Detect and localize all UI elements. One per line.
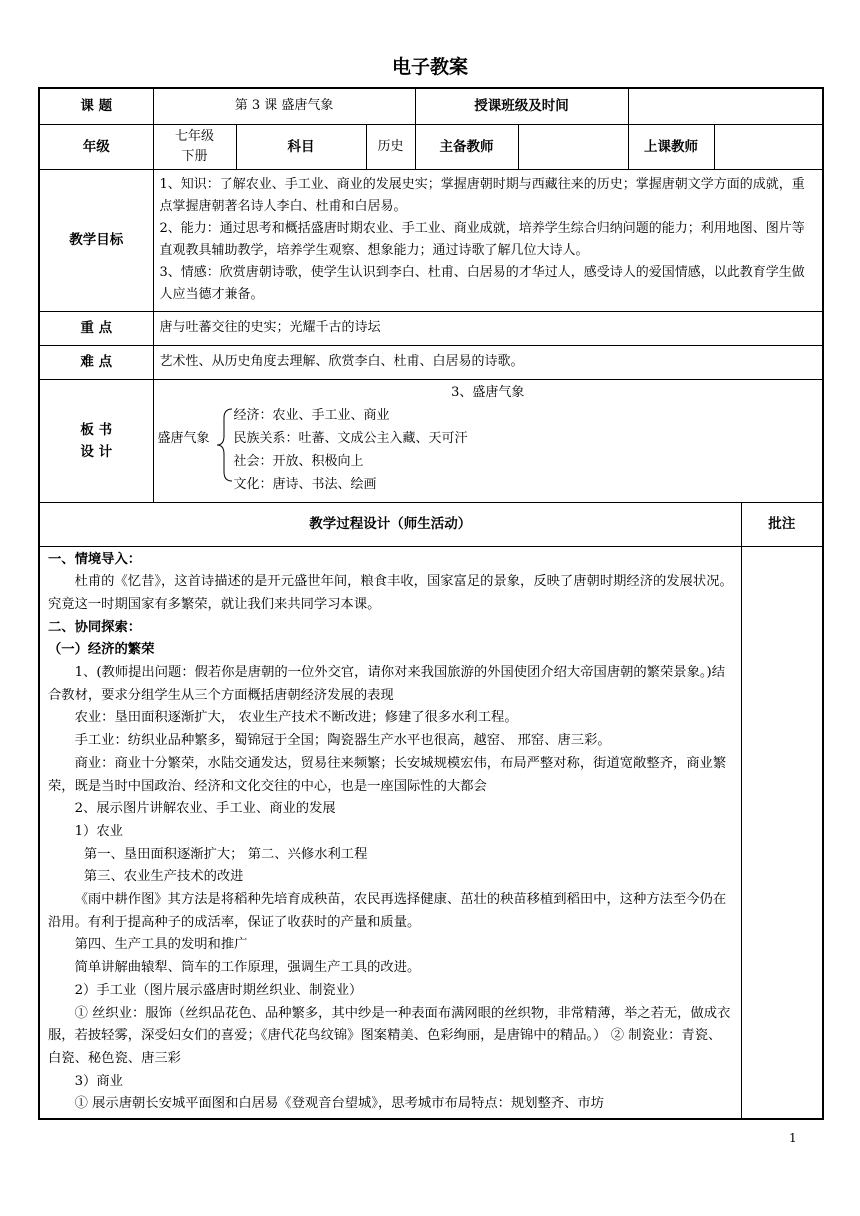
board-root: 盛唐气象 bbox=[157, 430, 210, 446]
process-header: 教学过程设计（师生活动） bbox=[39, 502, 741, 546]
board-items bbox=[234, 404, 468, 496]
paragraph: 《雨中耕作图》其方法是将稻种先培育成秧苗，农民再选择健康、茁壮的秧苗移植到稻田中，这种方法至今仍在沿用。有利于提高种子的成活率，保证了收获时的产量和质量。 bbox=[48, 892, 727, 930]
difficulties-value: 艺术性、从历史角度去理解、欣赏李白、杜甫、白居易的诗歌。 bbox=[153, 345, 823, 379]
paragraph: 1、(教师提出问题：假若你是唐朝的一位外交官，请你对来我国旅游的外国使团介绍大帝国唐朝的繁荣景象。)结合教材，要求分组学生从三个方面概括唐朝经济发展的表现 bbox=[48, 665, 726, 703]
objective-ability: 2、能力：通过思考和概括盛唐时期农业、手工业、商业成就，培养学生综合归纳问题的能力；利用地图、图片等直观教具辅助教学，培养学生观察、想象能力；通过诗歌了解几位大诗人。 bbox=[159, 221, 805, 258]
paragraph: ① 丝织业：服饰（丝织品花色、品种繁多，其中纱是一种表面布满网眼的丝织物，非常精薄，举之若无，做成衣服，若披轻雾，深受妇女们的喜爱；《唐代花鸟纹锦》图案精美、色彩绚丽，是唐锦中的精品。） ② 制瓷业：青瓷、白瓷、秘色瓷、唐三彩 bbox=[48, 1005, 731, 1066]
class-teacher-label: 上课教师 bbox=[628, 124, 714, 169]
document-title: 电子教案 bbox=[391, 56, 468, 78]
lesson-plan-table bbox=[38, 87, 824, 1120]
notes-column bbox=[741, 546, 823, 1119]
difficulties-label: 难 点 bbox=[39, 345, 153, 379]
key-points-value: 唐与吐蕃交往的史实；光耀千古的诗坛 bbox=[153, 311, 823, 345]
section-explore-heading: 二、协同探索： bbox=[48, 619, 142, 635]
class-teacher-value bbox=[714, 124, 823, 169]
paragraph: ① 展示唐朝长安城平面图和白居易《登观音台望城》，思考城市布局特点：规划整齐、市坊 bbox=[74, 1096, 605, 1112]
paragraph: 2）手工业（图片展示盛唐时期丝织业、制瓷业） bbox=[74, 982, 363, 998]
class-time-value bbox=[628, 88, 823, 124]
topic-value: 第 3 课 盛唐气象 bbox=[153, 88, 415, 124]
curly-brace-icon bbox=[216, 408, 234, 482]
lead-teacher-value bbox=[518, 124, 628, 169]
paragraph: 3）商业 bbox=[74, 1073, 123, 1089]
board-item-society: 社会：开放、积极向上 bbox=[233, 453, 364, 469]
board-item-culture: 文化：唐诗、书法、绘画 bbox=[233, 476, 377, 492]
subject-value: 历史 bbox=[366, 124, 415, 169]
paragraph: 第四、生产工具的发明和推广 bbox=[74, 937, 248, 953]
grade-value: 七年级下册 bbox=[153, 124, 236, 169]
paragraph: 简单讲解曲辕犁、筒车的工作原理，强调生产工具的改进。 bbox=[74, 960, 421, 976]
board-label bbox=[39, 379, 153, 502]
paragraph: 第三、农业生产技术的改进 bbox=[83, 869, 244, 885]
paragraph: 手工业：纺织业品种繁多，蜀锦冠于全国；陶瓷器生产水平也很高，越窑、 邢窑、唐三彩。 bbox=[74, 733, 611, 749]
paragraph: 1）农业 bbox=[74, 823, 123, 839]
paragraph: 2、展示图片讲解农业、手工业、商业的发展 bbox=[74, 801, 336, 817]
subsection-economy-heading: （一）经济的繁荣 bbox=[48, 642, 155, 658]
paragraph: 农业：垦田面积逐渐扩大， 农业生产技术不断改进；修建了很多水利工程。 bbox=[74, 710, 518, 726]
paragraph: 商业：商业十分繁荣，水陆交通发达，贸易往来频繁；长安城规模宏伟，布局严整对称，街道宽敞整齐，商业繁荣，既是当时中国政治、经济和文化交往的中心，也是一座国际性的大都会 bbox=[48, 755, 727, 794]
board-item-ethnic-relations: 民族关系：吐蕃、文成公主入藏、天可汗 bbox=[233, 430, 468, 446]
section-intro-heading: 一、情境导入： bbox=[48, 551, 142, 567]
paragraph: 杜甫的《忆昔》，这首诗描述的是开元盛世年间，粮食丰收，国家富足的景象，反映了唐朝时期经济的发展状况。究竟这一时期国家有多繁荣，就让我们来共同学习本课。 bbox=[48, 574, 733, 612]
paragraph: 第一、垦田面积逐渐扩大； 第二、兴修水利工程 bbox=[83, 846, 368, 862]
grade-label: 年级 bbox=[39, 124, 153, 169]
objectives-content bbox=[153, 169, 823, 311]
objectives-label: 教学目标 bbox=[39, 169, 153, 311]
subject-label: 科目 bbox=[236, 124, 366, 169]
board-label-line2: 设 计 bbox=[80, 443, 113, 460]
board-design bbox=[153, 379, 823, 502]
lead-teacher-label: 主备教师 bbox=[415, 124, 518, 169]
objective-emotion: 3、情感：欣赏唐朝诗歌，使学生认识到李白、杜甫、白居易的才华过人，感受诗人的爱国情感，以此教育学生做人应当德才兼备。 bbox=[159, 265, 805, 302]
notes-header: 批注 bbox=[741, 502, 823, 546]
page-number: 1 bbox=[789, 1131, 797, 1145]
process-content bbox=[39, 546, 741, 1119]
class-time-label: 授课班级及时间 bbox=[415, 88, 628, 124]
topic-label: 课 题 bbox=[39, 88, 153, 124]
key-points-label: 重 点 bbox=[39, 311, 153, 345]
board-item-economy: 经济：农业、手工业、商业 bbox=[233, 407, 390, 423]
board-label-line1: 板 书 bbox=[80, 421, 113, 438]
objective-knowledge: 1、知识：了解农业、手工业、商业的发展史实；掌握唐朝时期与西藏往来的历史；掌握唐朝文学方面的成就，重点掌握唐朝著名诗人李白、杜甫和白居易。 bbox=[159, 177, 805, 214]
board-title: 3、盛唐气象 bbox=[451, 384, 525, 400]
